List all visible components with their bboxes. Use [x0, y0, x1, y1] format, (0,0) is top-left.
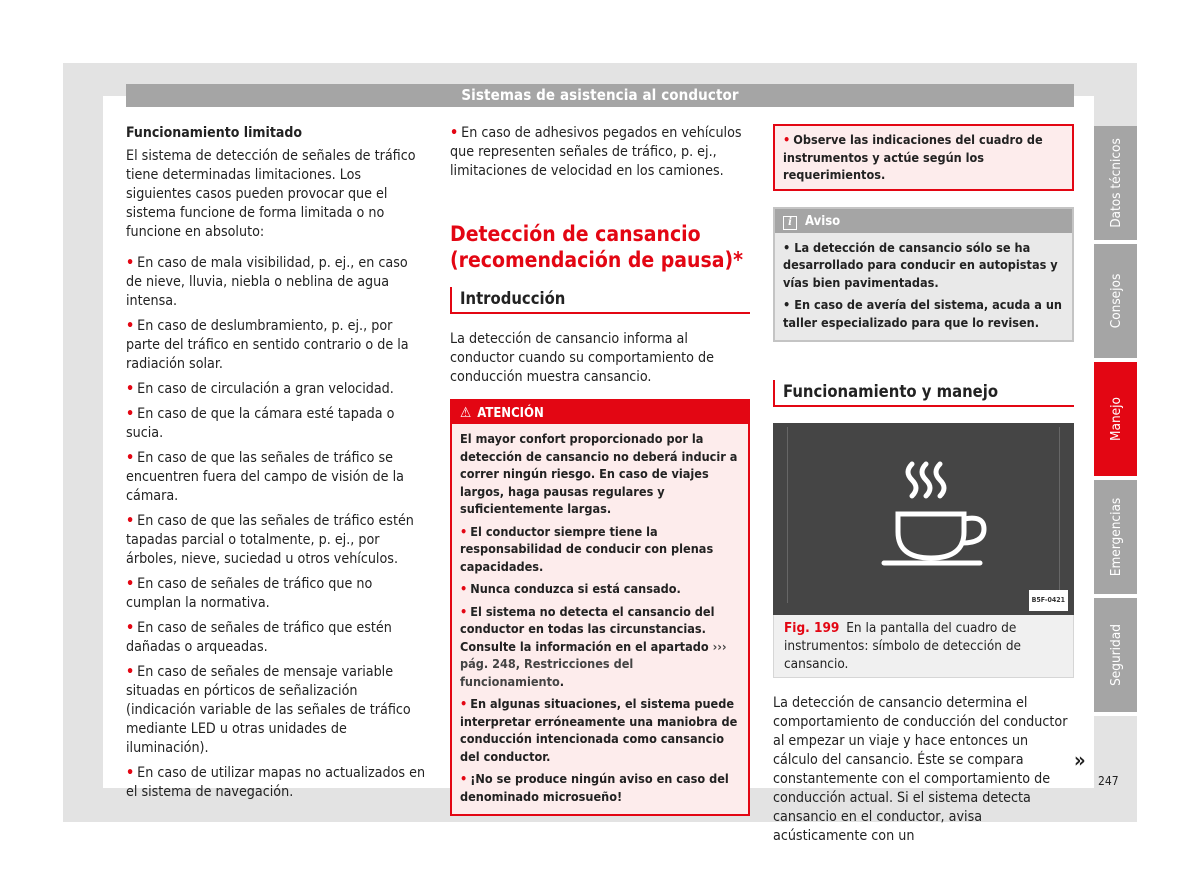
figure-code: B5F-0421 [1029, 590, 1068, 611]
coffee-cup-icon [788, 427, 1061, 603]
column-middle [450, 124, 750, 816]
tab-manejo[interactable]: Manejo [1094, 362, 1137, 480]
warning-lead: El mayor confort proporcionado por la detección de cansancio no deberá inducir a correr ningún riesgo. En caso de viajes largos, haga pausas regulares y suficientemente largas. [460, 431, 738, 516]
intro-paragraph: El sistema de detección de señales de tráfico tiene determinadas limitaciones. Los siguientes casos pueden provocar que el sistema funcione de forma limitada o no funcione en absoluto: [126, 148, 416, 240]
list-item: • En caso de que las señales de tráfico estén tapadas parcial o totalmente, p. ej., por árboles, nieve, suciedad u otros vehículos. [126, 513, 414, 567]
note-item: • En caso de avería del sistema, acuda a un taller especializado para que lo revisen. [783, 297, 1062, 330]
side-tabs [1094, 126, 1137, 716]
note-box [773, 207, 1074, 343]
section-header-title: Sistemas de asistencia al conductor [461, 86, 739, 104]
tab-seguridad[interactable]: Seguridad [1094, 598, 1137, 716]
warning-item: • ¡No se produce ningún aviso en caso del denominado microsueño! [460, 771, 729, 804]
list-item: • En caso de que la cámara esté tapada o sucia. [126, 406, 395, 441]
warning-item: • En algunas situaciones, el sistema puede interpretar erróneamente una maniobra de conducción intencionada como cansancio del conductor. [460, 696, 738, 764]
warning-continuation-box: • Observe las indicaciones del cuadro de instrumentos y actúe según los requerimientos. [773, 124, 1074, 191]
list-item: • En caso de mala visibilidad, p. ej., en caso de nieve, lluvia, niebla o neblina de agua intensa. [126, 255, 408, 309]
display-screen [787, 427, 1060, 603]
continue-marker: » [1074, 748, 1086, 772]
list-item: • En caso de utilizar mapas no actualizados en el sistema de navegación. [126, 765, 426, 800]
limitations-list [126, 254, 426, 802]
info-icon: i [783, 216, 797, 230]
dashboard-figure [773, 423, 1074, 615]
figure-caption [773, 615, 1074, 678]
list-item: • En caso de señales de tráfico que no cumplan la normativa. [126, 576, 373, 611]
warning-item: • El sistema no detecta el cansancio del conductor en todas las circunstancias. Consulte la información en el apartado ››› pág. 248, Restricciones del funcionamiento. [460, 603, 727, 689]
chapter-heading: Detección de cansancio (recomendación de pausa)* [450, 222, 743, 272]
tab-datos-tecnicos[interactable]: Datos técnicos [1094, 126, 1137, 244]
page-reference-link[interactable]: ››› pág. 248, Restricciones del funcionamiento [460, 638, 727, 689]
warning-triangle-icon: ⚠ [460, 405, 472, 421]
note-item: • La detección de cansancio sólo se ha desarrollado para conducir en autopistas y vías bien pavimentadas. [783, 239, 1058, 290]
warning-body [452, 424, 748, 814]
warning-box [450, 399, 750, 816]
list-item: • En caso de adhesivos pegados en vehículos que representen señales de tráfico, p. ej., limitaciones de velocidad en los camiones. [450, 125, 742, 179]
list-item: • En caso de señales de tráfico que estén dañadas o arqueadas. [126, 620, 392, 655]
figure-caption-text: En la pantalla del cuadro de instrumentos: símbolo de detección de cansancio. [784, 620, 1022, 672]
column-left [126, 124, 426, 808]
subheading-operation: Funcionamiento y manejo [773, 380, 1074, 407]
list-item: • En caso de circulación a gran velocidad. [126, 381, 394, 397]
column-right [773, 124, 1074, 858]
warning-item: • El conductor siempre tiene la responsabilidad de conducir con plenas capacidades. [460, 523, 714, 574]
figure-label: Fig. 199 [784, 620, 840, 636]
note-body [775, 233, 1072, 341]
list-item: • En caso de que las señales de tráfico se encuentren fuera del campo de visión de la cámara. [126, 450, 404, 504]
subheading-limited: Funcionamiento limitado [126, 125, 303, 141]
note-header [775, 209, 1072, 233]
warning-continuation-text: Observe las indicaciones del cuadro de instrumentos y actúe según los requerimientos. [783, 132, 1043, 182]
warning-title: ATENCIÓN [477, 406, 544, 421]
intro-paragraph: La detección de cansancio informa al conductor cuando su comportamiento de conducción muestra cansancio. [450, 331, 715, 385]
list-item: • En caso de deslumbramiento, p. ej., por parte del tráfico en sentido contrario o de la radiación solar. [126, 318, 409, 372]
subheading-intro: Introducción [450, 287, 750, 314]
note-title: Aviso [805, 213, 841, 229]
tab-consejos[interactable]: Consejos [1094, 244, 1137, 362]
body-paragraph: La detección de cansancio determina el comportamiento de conducción del conductor al empezar un viaje y hace entonces un cálculo del cansancio. Éste se compara constantemente con el comportamiento de conducción actual. Si el sistema detecta cansancio en el conductor, avisa acústicamente con un [773, 695, 1068, 844]
page-number: 247 [1098, 774, 1119, 788]
warning-header [452, 401, 748, 424]
tab-emergencias[interactable]: Emergencias [1094, 480, 1137, 598]
list-item: • En caso de señales de mensaje variable situadas en pórticos de señalización (indicación variable de las señales de tráfico mediante LED u otras unidades de iluminación). [126, 664, 411, 756]
warning-item: • Nunca conduzca si está cansado. [460, 581, 681, 596]
